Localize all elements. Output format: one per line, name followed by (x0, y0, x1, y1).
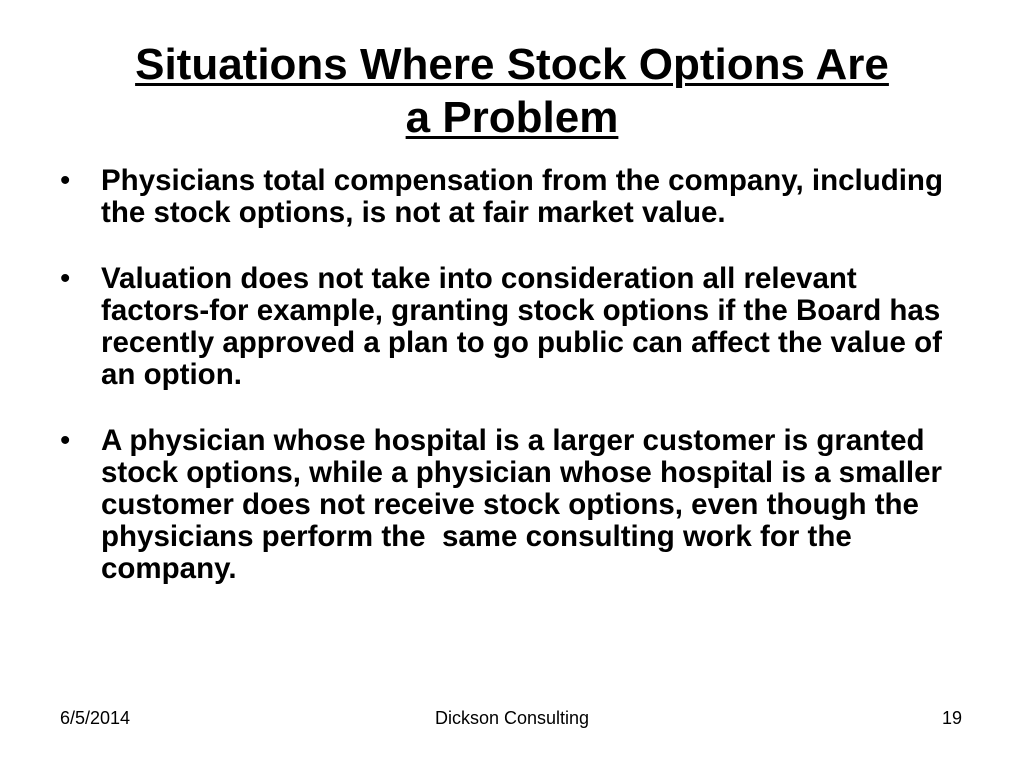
bullet-item-2 (60, 263, 960, 391)
bullet-item-1 (60, 165, 960, 229)
bullet-item-3 (60, 425, 960, 585)
slide-title (40, 38, 984, 144)
slide-title-line-2: a Problem (405, 93, 619, 142)
bullet-dot-icon: • (60, 164, 71, 197)
bullet-dot-icon: • (60, 262, 71, 295)
slide-title-line-1: Situations Where Stock Options Are (135, 40, 889, 89)
bullet-text-2: Valuation does not take into consideration all relevant factors-for example, granting stock options if the Board has recently approved a plan to go public can affect the value of an option. (101, 262, 942, 391)
bullet-text-3: A physician whose hospital is a larger customer is granted stock options, while a physician whose hospital is a smaller customer does not receive stock options, even though the physicians perform the same consulting work for the company. (101, 424, 942, 585)
footer-date: 6/5/2014 (60, 708, 131, 728)
bullet-list (60, 165, 960, 619)
bullet-dot-icon: • (60, 424, 71, 457)
footer-organization: Dickson Consulting (434, 708, 590, 728)
footer-page-number: 19 (941, 708, 962, 728)
bullet-text-1: Physicians total compensation from the company, including the stock options, is not at fair market value. (101, 164, 943, 229)
